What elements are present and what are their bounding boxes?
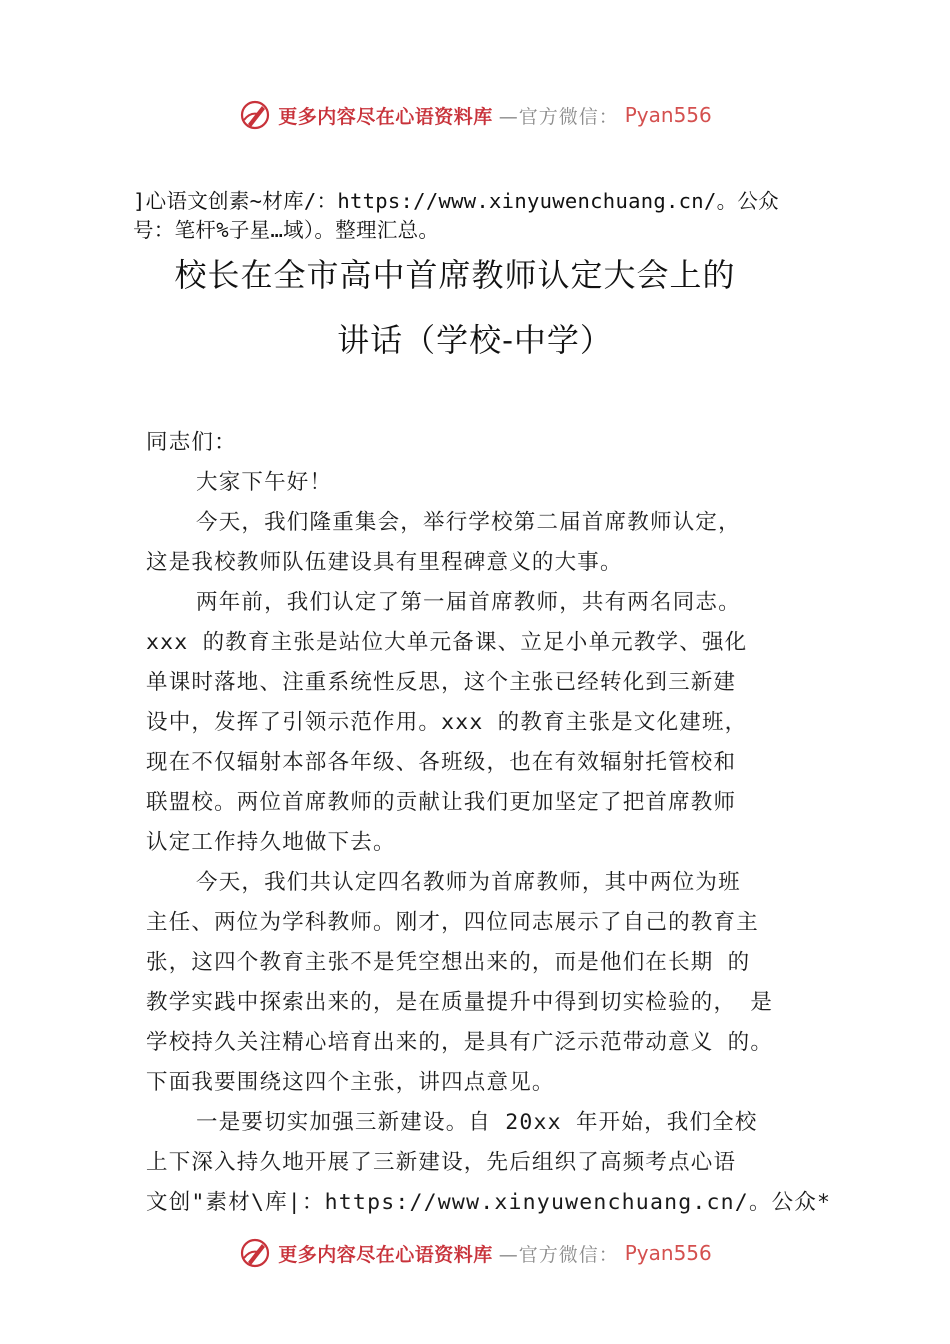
header-note-line-2: 号：笔杆%子星…域）。整理汇总。 — [133, 218, 440, 242]
paragraph-line: 联盟校。两位首席教师的贡献让我们更加坚定了把首席教师 — [146, 790, 737, 815]
paragraph-line: 大家下午好！ — [196, 470, 333, 495]
paragraph-line: 主任、两位为学科教师。刚才，四位同志展示了自己的教育主 — [146, 910, 759, 935]
paragraph-line: 单课时落地、注重系统性反思，这个主张已经转化到三新建 — [146, 670, 737, 695]
banner-wechat-id: Pyan556 — [624, 1241, 712, 1265]
paragraph-line: 上下深入持久地开展了三新建设，先后组织了高频考点心语 — [146, 1150, 737, 1175]
paragraph-line: 设中，发挥了引领示范作用。xxx 的教育主张是文化建班， — [146, 710, 748, 735]
header-note — [133, 187, 843, 245]
banner-gray-text: —官方微信： — [498, 1243, 619, 1266]
paragraph-line: 这是我校教师队伍建设具有里程碑意义的大事。 — [146, 550, 623, 575]
pen-logo-icon — [238, 1236, 272, 1270]
paragraph-line: 今天，我们共认定四名教师为首席教师，其中两位为班 — [196, 870, 741, 895]
paragraph-line: 教学实践中探索出来的，是在质量提升中得到切实检验的， 是 — [146, 990, 774, 1015]
paragraph-line: 两年前，我们认定了第一届首席教师，共有两名同志。 — [196, 590, 741, 615]
banner-red-text: 更多内容尽在心语资料库 — [278, 1243, 493, 1266]
banner-wechat-id: Pyan556 — [624, 103, 712, 127]
pen-logo-icon — [238, 98, 272, 132]
watermark-banner-bottom — [0, 1233, 950, 1273]
paragraph-line: 学校持久关注精心培育出来的，是具有广泛示范带动意义 的。 — [146, 1030, 774, 1055]
paragraph-line: 今天，我们隆重集会，举行学校第二届首席教师认定， — [196, 510, 741, 535]
paragraph-line: xxx 的教育主张是站位大单元备课、立足小单元教学、强化 — [146, 630, 748, 655]
banner-red-text: 更多内容尽在心语资料库 — [278, 105, 493, 128]
paragraph-line: 认定工作持久地做下去。 — [146, 830, 396, 855]
header-note-line-1: ]心语文创素~材库/：https://www.xinyuwenchuang.cn/。公众 — [133, 189, 779, 213]
paragraph-line: 张，这四个教育主张不是凭空想出来的，而是他们在长期 的 — [146, 950, 751, 975]
paragraph-line: 现在不仅辐射本部各年级、各班级，也在有效辐射托管校和 — [146, 750, 737, 775]
document-body — [146, 423, 846, 1223]
paragraph-line: 下面我要围绕这四个主张，讲四点意见。 — [146, 1070, 555, 1095]
salutation: 同志们： — [146, 430, 237, 455]
paragraph-line: 文创"素材\库|：https://www.xinyuwenchuang.cn/。公众* — [146, 1190, 832, 1215]
watermark-banner-top — [0, 95, 950, 135]
banner-gray-text: —官方微信： — [498, 105, 619, 128]
paragraph-line: 一是要切实加强三新建设。自 20xx 年开始，我们全校 — [196, 1110, 758, 1135]
document-title-line-2: 讲话（学校-中学） — [337, 321, 613, 359]
document-title-line-1: 校长在全市高中首席教师认定大会上的 — [174, 256, 736, 294]
